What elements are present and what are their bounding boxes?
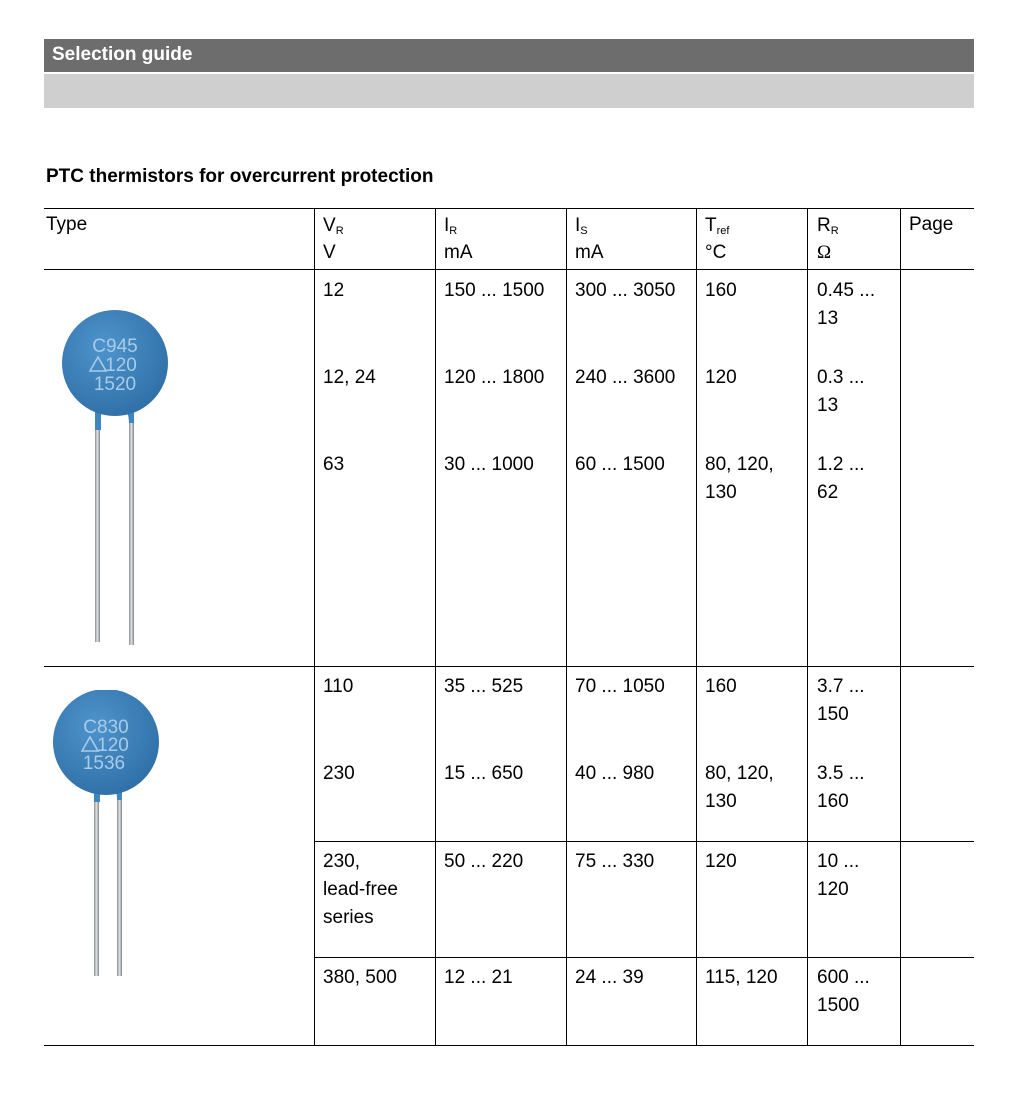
thermistor-c830-icon (50, 690, 170, 980)
col-vr-unit: V (323, 242, 336, 263)
col-vr-header: $V_R$ (323, 215, 344, 237)
cell-tref: 80, 120, (705, 763, 774, 784)
col-rr-header: $R_R$ (817, 215, 839, 237)
thermistor-image-c945 (55, 305, 185, 655)
cell-vr: 12, 24 (323, 367, 376, 388)
section-title: PTC thermistors for overcurrent protection (46, 166, 434, 187)
col-page-header: Page (909, 214, 954, 235)
cell-is: 75 ... 330 (575, 851, 655, 872)
column-rule (435, 208, 436, 1046)
cell-rr: 0.45 ... (817, 280, 876, 301)
table-bottom-rule (44, 1045, 974, 1046)
cell-rr: 1500 (817, 995, 860, 1016)
svg-text:120: 120 (97, 735, 129, 756)
row-divider-rule (314, 957, 974, 958)
cell-ir: 12 ... 21 (444, 967, 513, 988)
subheader-bar (44, 74, 974, 108)
cell-is: 40 ... 980 (575, 763, 655, 784)
svg-text:1536: 1536 (82, 753, 126, 774)
svg-text:C945: C945 (92, 336, 138, 357)
cell-rr: 0.3 ... (817, 367, 865, 388)
cell-tref: 115, 120 (705, 967, 778, 988)
cell-rr: 120 (817, 879, 849, 900)
cell-rr: 62 (817, 482, 839, 503)
cell-rr: 13 (817, 395, 839, 416)
svg-text:120: 120 (105, 355, 137, 376)
cell-ir: 120 ... 1800 (444, 367, 545, 388)
column-rule (696, 208, 697, 1046)
cell-vr: 12 (323, 280, 345, 301)
cell-vr: 230 (323, 763, 355, 784)
table-top-rule (44, 208, 974, 209)
col-is-unit: mA (575, 242, 604, 263)
cell-vr: 110 (323, 676, 354, 697)
cell-rr: 1.2 ... (817, 454, 865, 475)
cell-rr: 13 (817, 308, 839, 329)
cell-rr: 160 (817, 791, 849, 812)
cell-ir: 50 ... 220 (444, 851, 524, 872)
cell-is: 300 ... 3050 (575, 280, 676, 301)
cell-rr: 600 ... (817, 967, 870, 988)
group-divider-rule (44, 666, 974, 667)
cell-rr: 10 ... (817, 851, 860, 872)
cell-is: 24 ... 39 (575, 967, 644, 988)
row-divider-rule (314, 841, 974, 842)
cell-is: 240 ... 3600 (575, 367, 676, 388)
cell-tref: 160 (705, 280, 737, 301)
cell-ir: 35 ... 525 (444, 676, 524, 697)
cell-tref: 160 (705, 676, 737, 697)
svg-text:1520: 1520 (93, 374, 137, 395)
cell-tref: 120 (705, 851, 737, 872)
cell-vr: 230, (323, 851, 360, 872)
col-tref-header: $T_{ref}$ (705, 215, 730, 237)
col-tref-unit: °C (705, 242, 727, 263)
cell-ir: 150 ... 1500 (444, 280, 545, 301)
header-title: Selection guide (52, 44, 193, 65)
cell-is: 70 ... 1050 (575, 676, 665, 697)
col-rr-unit: Ω (817, 242, 832, 263)
column-rule (566, 208, 567, 1046)
column-rule (807, 208, 808, 1046)
cell-is: 60 ... 1500 (575, 454, 665, 475)
header-bar (44, 39, 974, 72)
header-bottom-rule (44, 269, 974, 270)
cell-vr: 63 (323, 454, 345, 475)
cell-ir: 30 ... 1000 (444, 454, 534, 475)
column-rule (314, 208, 315, 1046)
cell-tref: 120 (705, 367, 737, 388)
cell-tref: 130 (705, 791, 737, 812)
cell-tref: 130 (705, 482, 737, 503)
col-ir-header: $I_R$ (444, 215, 458, 237)
cell-ir: 15 ... 650 (444, 763, 524, 784)
cell-vr: 380, 500 (323, 967, 397, 988)
svg-text:C830: C830 (83, 717, 129, 738)
cell-tref: 80, 120, (705, 454, 774, 475)
col-ir-unit: mA (444, 242, 473, 263)
cell-vr: lead-free (323, 879, 398, 900)
thermistor-image-c830 (50, 690, 170, 985)
cell-vr: series (323, 907, 374, 928)
col-is-header: $I_S$ (575, 215, 588, 237)
cell-rr: 150 (817, 704, 849, 725)
cell-rr: 3.5 ... (817, 763, 865, 784)
col-type-header: Type (46, 214, 88, 235)
thermistor-c945-icon (55, 305, 185, 650)
column-rule (900, 208, 901, 1046)
cell-rr: 3.7 ... (817, 676, 865, 697)
